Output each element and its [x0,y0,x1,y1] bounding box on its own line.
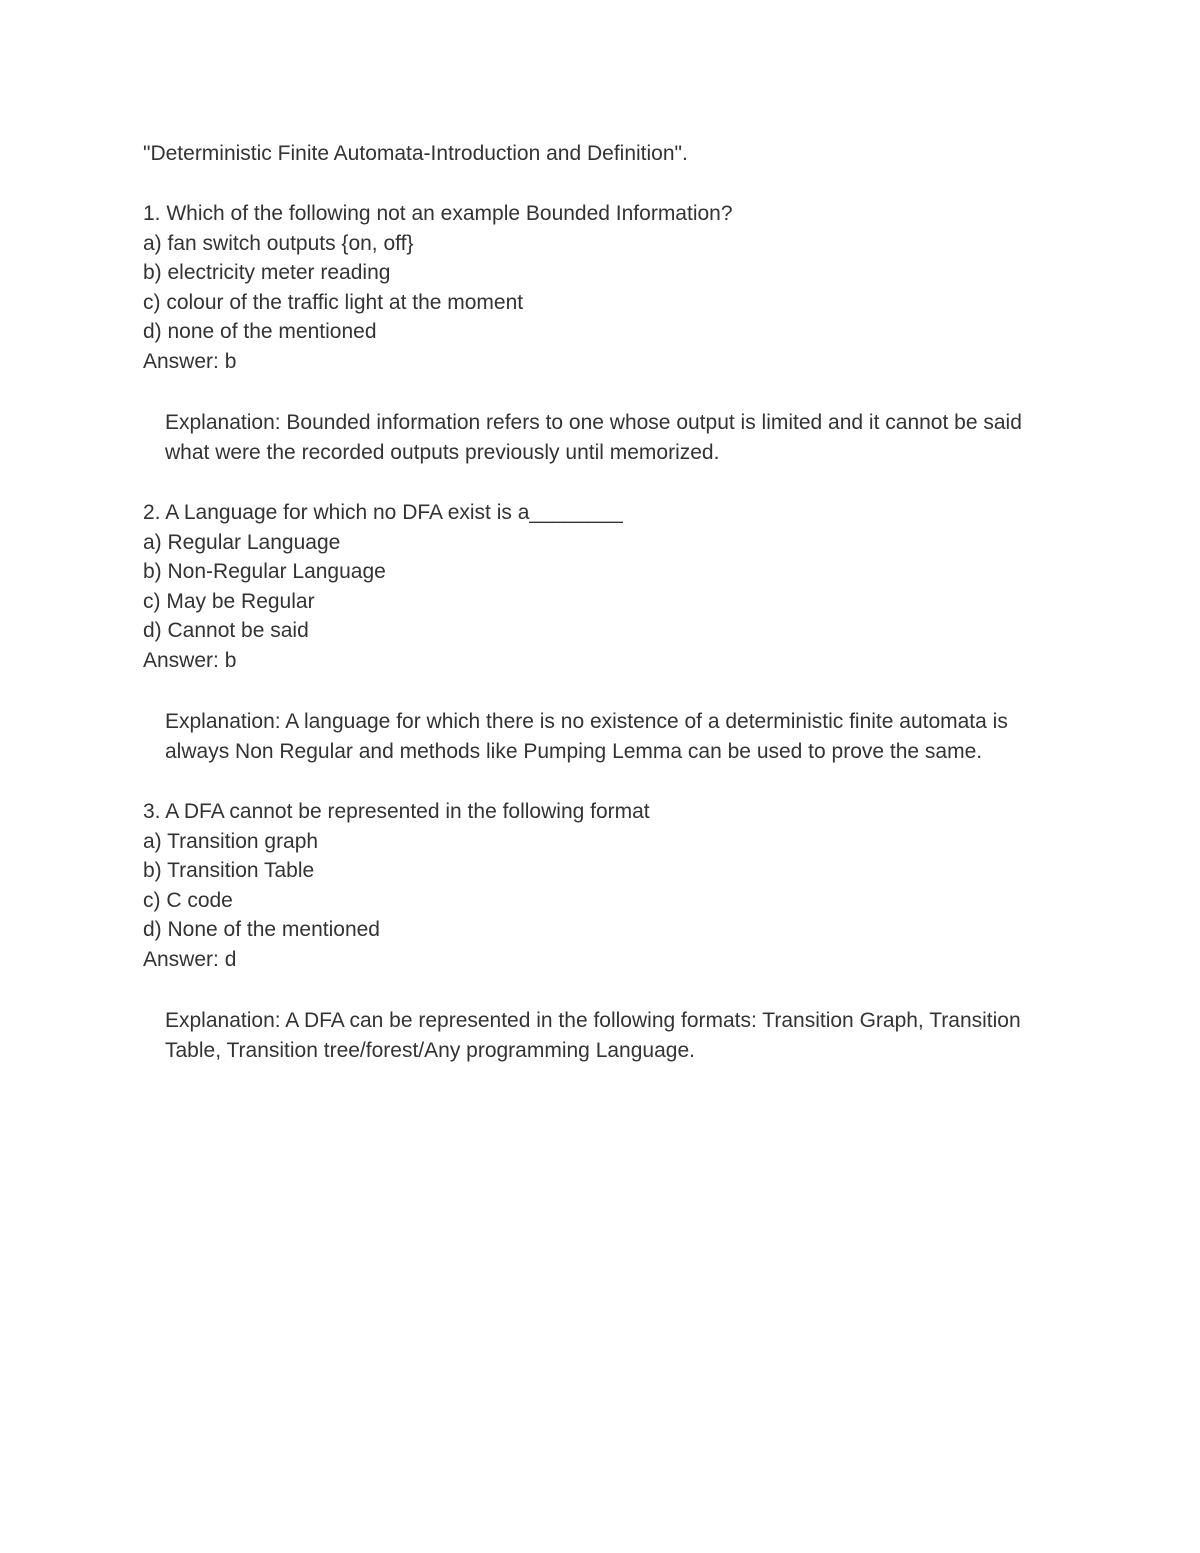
option-a: a) Transition graph [143,829,319,853]
option-c: c) C code [143,888,233,912]
question-prompt: 2. A Language for which no DFA exist is a________ [143,501,623,524]
explanation: Explanation: Bounded information refers to one whose output is limited and it cannot be said what were the recorded outputs previously until memorized. [165,411,1022,464]
option-c: c) colour of the traffic light at the moment [143,290,524,314]
question-3 [143,797,1063,1066]
answer: Answer: b [143,648,237,672]
question-prompt: 3. A DFA cannot be represented in the following format [143,800,650,823]
option-b: b) Transition Table [143,859,315,882]
option-a: a) fan switch outputs {on, off} [143,231,414,255]
option-b: b) electricity meter reading [143,261,391,284]
explanation: Explanation: A language for which there is no existence of a deterministic finite automata is always Non Regular and methods like Pumping Lemma can be used to prove the same. [165,710,1008,763]
question-2 [143,498,1063,767]
answer: Answer: d [143,947,237,971]
document-page [143,139,1063,1096]
question-prompt: 1. Which of the following not an example Bounded Information? [143,202,733,225]
option-d: d) none of the mentioned [143,320,377,343]
option-d: d) None of the mentioned [143,918,380,941]
answer: Answer: b [143,349,237,373]
option-a: a) Regular Language [143,530,341,554]
explanation: Explanation: A DFA can be represented in the following formats: Transition Graph, Transition Table, Transition tree/forest/Any programming Language. [165,1009,1021,1062]
option-c: c) May be Regular [143,589,315,613]
document-title: "Deterministic Finite Automata-Introduction and Definition". [143,142,688,165]
option-b: b) Non-Regular Language [143,560,386,583]
option-d: d) Cannot be said [143,619,309,642]
question-1 [143,199,1063,468]
